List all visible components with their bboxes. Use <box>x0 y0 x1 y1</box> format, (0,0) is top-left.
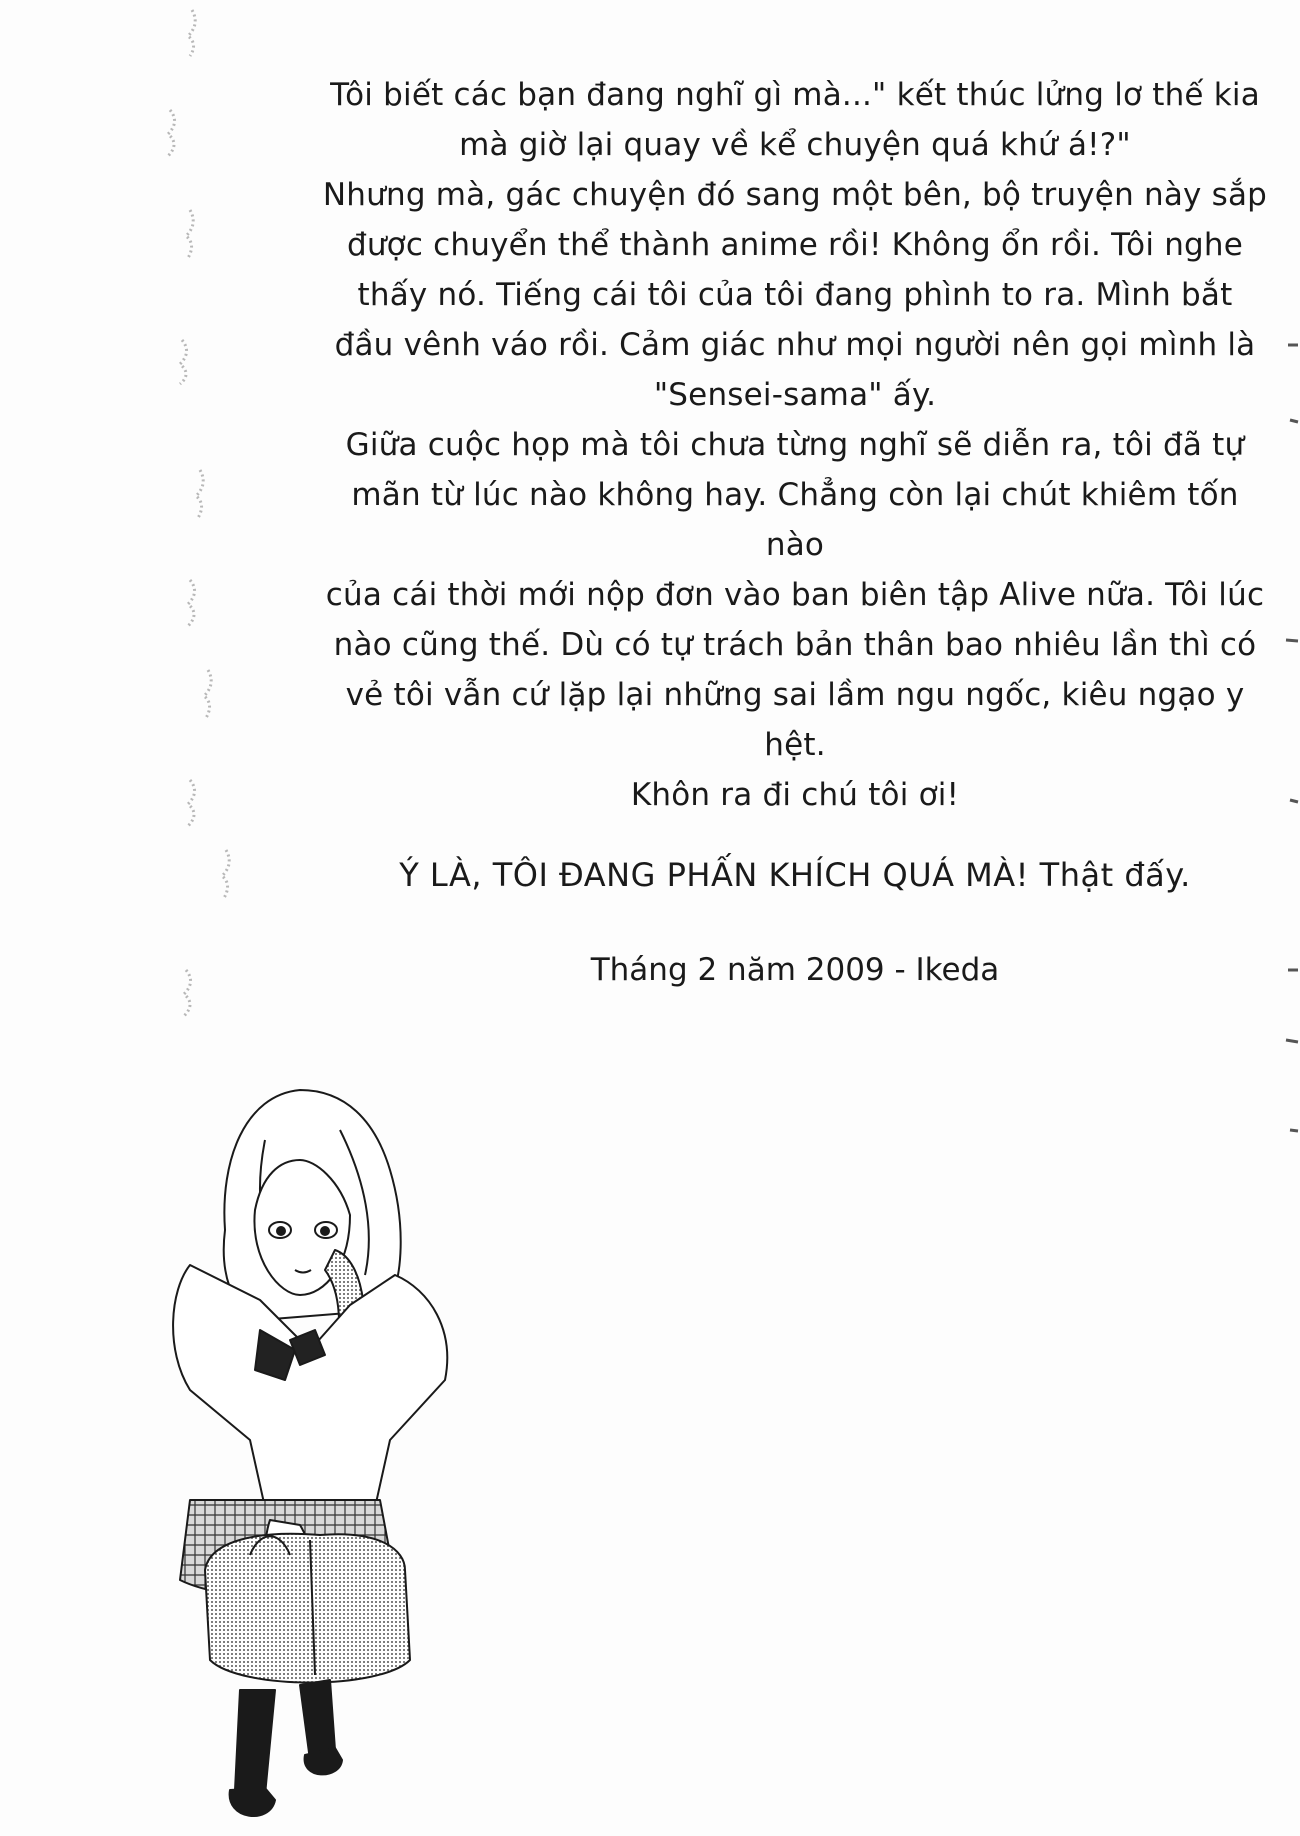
right-edge-marks <box>1270 0 1300 1836</box>
afterword-exclamation: Ý LÀ, TÔI ĐANG PHẤN KHÍCH QUÁ MÀ! Thật đấy. <box>399 856 1191 894</box>
afterword-paragraph-2: Nhưng mà, gác chuyện đó sang một bên, bộ truyện này sắp được chuyển thể thành anime rồi! Không ổn rồi. Tôi nghe thấy nó. Tiếng cái tôi của tôi đang phình to ra. Mình bắt đầu vênh váo rồi. Cảm giác như mọi người nên gọi mình là "Sensei-sama" ấy. <box>322 177 1268 413</box>
afterword-paragraph-1: Tôi biết các bạn đang nghĩ gì mà..." kết thúc lửng lơ thế kia mà giờ lại quay về kể chuyện quá khứ á!?" <box>330 77 1260 163</box>
gutter-speckle-marks <box>150 0 300 1060</box>
afterword-paragraph-3: Giữa cuộc họp mà tôi chưa từng nghĩ sẽ diễn ra, tôi đã tự mãn từ lúc nào không hay. Chẳng còn lại chút khiêm tốn nào của cái thời mới nộp đơn vào ban biên tập Alive nữa. Tôi lúc nào cũng thế. Dù có tự trách bản thân bao nhiêu lần thì có vẻ tôi vẫn cứ lặp lại những sai lầm ngu ngốc, kiêu ngạo y hệt. Khôn ra đi chú tôi ơi! <box>325 427 1265 813</box>
afterword-text-block <box>320 70 1270 995</box>
afterword-signature: Tháng 2 năm 2009 - Ikeda <box>590 952 1000 988</box>
schoolgirl-illustration <box>150 1060 500 1836</box>
